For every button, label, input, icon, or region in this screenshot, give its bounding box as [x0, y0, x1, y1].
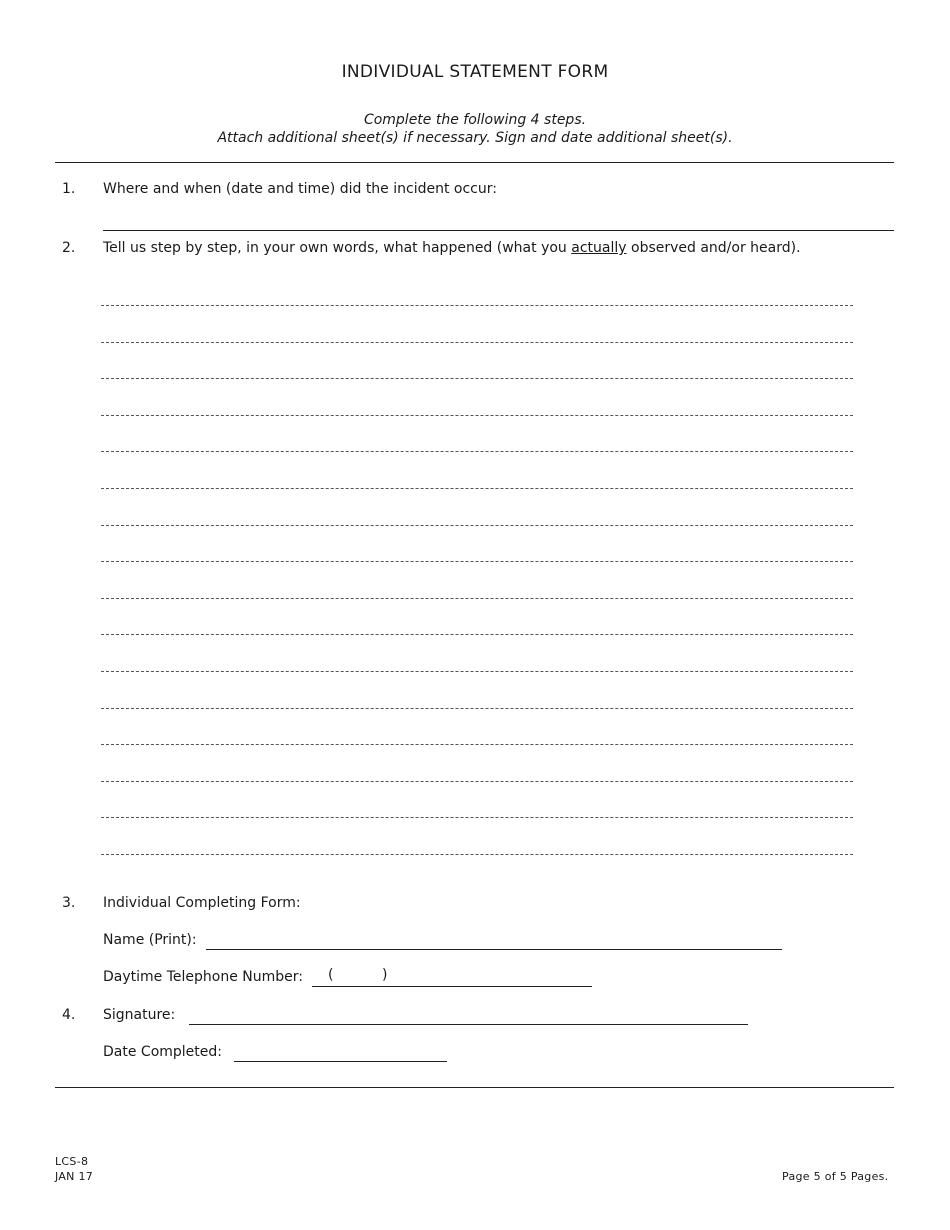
form-revision: JAN 17 — [55, 1170, 94, 1183]
signature-field[interactable] — [189, 1024, 748, 1025]
instructions-line-2: Attach additional sheet(s) if necessary. Sign and date additional sheet(s). — [217, 130, 733, 146]
page-info: Page 5 of 5 Pages. — [782, 1170, 889, 1183]
narrative-line[interactable] — [101, 634, 853, 635]
narrative-line[interactable] — [101, 488, 853, 489]
instructions-line-1: Complete the following 4 steps. — [363, 112, 587, 128]
step-1-label: Where and when (date and time) did the incident occur: — [103, 181, 497, 197]
narrative-line[interactable] — [101, 671, 853, 672]
incident-time-place-field[interactable] — [103, 230, 894, 231]
signature-label: Signature: — [103, 1007, 176, 1023]
phone-paren-close: ) — [382, 967, 388, 983]
step-2-number: 2. — [62, 240, 76, 256]
narrative-line[interactable] — [101, 854, 853, 855]
top-divider — [55, 162, 894, 163]
step-2-label-emphasis: actually — [571, 240, 627, 256]
narrative-line[interactable] — [101, 525, 853, 526]
name-label: Name (Print): — [103, 932, 197, 948]
step-1-number: 1. — [62, 181, 76, 197]
date-completed-field[interactable] — [234, 1061, 447, 1062]
phone-paren-open: ( — [328, 967, 334, 983]
bottom-divider — [55, 1087, 894, 1088]
form-code: LCS-8 — [55, 1155, 89, 1168]
form-title: INDIVIDUAL STATEMENT FORM — [341, 62, 609, 82]
step-3-label: Individual Completing Form: — [103, 895, 301, 911]
narrative-line[interactable] — [101, 451, 853, 452]
step-3-number: 3. — [62, 895, 76, 911]
narrative-line[interactable] — [101, 598, 853, 599]
step-2-label-end: observed and/or heard). — [626, 240, 801, 256]
narrative-line[interactable] — [101, 817, 853, 818]
narrative-line[interactable] — [101, 342, 853, 343]
narrative-line[interactable] — [101, 781, 853, 782]
step-4-number: 4. — [62, 1007, 76, 1023]
narrative-line[interactable] — [101, 305, 853, 306]
narrative-line[interactable] — [101, 708, 853, 709]
phone-label: Daytime Telephone Number: — [103, 969, 303, 985]
phone-field[interactable] — [312, 986, 592, 987]
step-2-label — [103, 240, 801, 256]
step-2-label-start: Tell us step by step, in your own words, what happened (what you — [103, 240, 572, 256]
narrative-line[interactable] — [101, 744, 853, 745]
date-completed-label: Date Completed: — [103, 1044, 222, 1060]
narrative-line[interactable] — [101, 415, 853, 416]
narrative-line[interactable] — [101, 378, 853, 379]
narrative-line[interactable] — [101, 561, 853, 562]
name-field[interactable] — [206, 949, 782, 950]
